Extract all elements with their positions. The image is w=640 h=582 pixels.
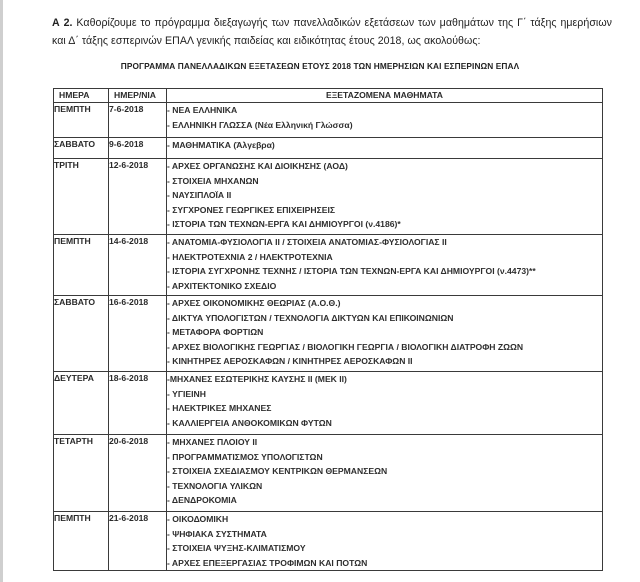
row-day: ΣΑΒΒΑΤΟ [54,138,109,159]
subject-item: - ΣΤΟΙΧΕΙΑ ΜΗΧΑΝΩΝ [167,175,259,186]
table-header-row [54,89,603,103]
row-subjects [167,372,603,435]
row-date: 18-6-2018 [109,372,167,435]
intro-text: Καθορίζουμε το πρόγραμμα διεξαγωγής των πανελλαδικών εξετάσεων των μαθημάτων της Γ΄ τάξης ημερήσιων και Δ΄ τάξης εσπερινών ΕΠΑΛ γενικής παιδείας και ειδικότητας έτους 2018, ως ακολούθως: [52,17,612,47]
subject-item: - ΥΓΙΕΙΝΗ [167,388,206,399]
row-subjects [167,435,603,512]
header-date: ΗΜΕΡ/ΝΙΑ [109,89,167,103]
subject-item: -ΜΗΧΑΝΕΣ ΕΣΩΤΕΡΙΚΗΣ ΚΑΥΣΗΣ ΙΙ (ΜΕΚ ΙΙ) [167,374,347,384]
row-subjects [167,296,603,372]
subject-item: - ΑΝΑΤΟΜΙΑ-ΦΥΣΙΟΛΟΓΙΑ ΙΙ / ΣΤΟΙΧΕΙΑ ΑΝΑΤΟΜΙΑΣ-ΦΥΣΙΟΛΟΓΙΑΣ ΙΙ [167,237,447,247]
subject-item: - ΜΕΤΑΦΟΡΑ ΦΟΡΤΙΩΝ [167,327,264,338]
page-left-edge [0,0,3,582]
subject-item: - ΚΙΝΗΤΗΡΕΣ ΑΕΡΟΣΚΑΦΩΝ / ΚΙΝΗΤΗΡΕΣ ΑΕΡΟΣΚΑΦΩΝ ΙΙ [167,356,413,367]
subject-item: - ΚΑΛΛΙΕΡΓΕΙΑ ΑΝΘΟΚΟΜΙΚΩΝ ΦΥΤΩΝ [167,417,332,428]
table-body [54,103,603,571]
row-day: ΣΑΒΒΑΤΟ [54,296,109,372]
row-date: 20-6-2018 [109,435,167,512]
subject-item: - ΟΙΚΟΔΟΜΙΚΗ [167,514,229,524]
row-date: 14-6-2018 [109,235,167,296]
exam-schedule-table [53,88,603,571]
subject-item: - ΣΤΟΙΧΕΙΑ ΨΥΞΗΣ-ΚΛΙΜΑΤΙΣΜΟΥ [167,543,306,554]
subject-item: - ΤΕΧΝΟΛΟΓΙΑ ΥΛΙΚΩΝ [167,480,263,491]
subject-item: - ΑΡΧΕΣ ΕΠΕΞΕΡΓΑΣΙΑΣ ΤΡΟΦΙΜΩΝ ΚΑΙ ΠΟΤΩΝ [167,557,368,568]
table-row [54,159,603,235]
document-title: ΠΡΟΓΡΑΜΜΑ ΠΑΝΕΛΛΑΔΙΚΩΝ ΕΞΕΤΑΣΕΩΝ ΕΤΟΥΣ 2018 ΤΩΝ ΗΜΕΡΗΣΙΩΝ ΚΑΙ ΕΣΠΕΡΙΝΩΝ ΕΠΑΛ [120,61,520,71]
subject-item: - ΗΛΕΚΤΡΟΤΕΧΝΙΑ 2 / ΗΛΕΚΤΡΟΤΕΧΝΙΑ [167,251,333,262]
row-subjects [167,512,603,571]
table-row [54,512,603,571]
subject-item: - ΔΙΚΤΥΑ ΥΠΟΛΟΓΙΣΤΩΝ / ΤΕΧΝΟΛΟΓΙΑ ΔΙΚΤΥΩΝ ΚΑΙ ΕΠΙΚΟΙΝΩΝΙΩΝ [167,312,454,323]
header-subjects: ΕΞΕΤΑΖΟΜΕΝΑ ΜΑΘΗΜΑΤΑ [167,89,603,103]
subject-item: - ΑΡΧΕΣ ΒΙΟΛΟΓΙΚΗΣ ΓΕΩΡΓΙΑΣ / ΒΙΟΛΟΓΙΚΗ ΓΕΩΡΓΙΑ / ΒΙΟΛΟΓΙΚΗ ΔΙΑΤΡΟΦΗ ΖΩΩΝ [167,341,524,352]
subject-item: - ΕΛΛΗΝΙΚΗ ΓΛΩΣΣΑ (Νέα Ελληνική Γλώσσα) [167,119,353,130]
row-day: ΠΕΜΠΤΗ [54,235,109,296]
row-subjects [167,235,603,296]
subject-item: - ΙΣΤΟΡΙΑ ΤΩΝ ΤΕΧΝΩΝ-ΕΡΓΑ ΚΑΙ ΔΗΜΙΟΥΡΓΟΙ (ν.4186)* [167,219,401,230]
subject-item: - ΜΑΘΗΜΑΤΙΚΑ (Άλγεβρα) [167,140,275,150]
table-row [54,103,603,138]
subject-item: - ΔΕΝΔΡΟΚΟΜΙΑ [167,495,237,506]
row-date: 9-6-2018 [109,138,167,159]
subject-item: - ΙΣΤΟΡΙΑ ΣΥΓΧΡΟΝΗΣ ΤΕΧΝΗΣ / ΙΣΤΟΡΙΑ ΤΩΝ ΤΕΧΝΩΝ-ΕΡΓΑ ΚΑΙ ΔΗΜΙΟΥΡΓΟΙ (ν.4473)** [167,266,536,277]
intro-paragraph [52,14,612,50]
row-day: ΠΕΜΠΤΗ [54,103,109,138]
row-day: ΠΕΜΠΤΗ [54,512,109,571]
subject-item: - ΑΡΧΕΣ ΟΙΚΟΝΟΜΙΚΗΣ ΘΕΩΡΙΑΣ (Α.Ο.Θ.) [167,298,341,308]
table-row [54,296,603,372]
row-day: ΤΕΤΑΡΤΗ [54,435,109,512]
subject-item: - ΜΗΧΑΝΕΣ ΠΛΟΙΟΥ ΙΙ [167,437,258,447]
table-row [54,138,603,159]
subject-item: - ΑΡΧΙΤΕΚΤΟΝΙΚΟ ΣΧΕΔΙΟ [167,280,277,291]
row-subjects [167,159,603,235]
header-day: ΗΜΕΡΑ [54,89,109,103]
subject-item: - ΗΛΕΚΤΡΙΚΕΣ ΜΗΧΑΝΕΣ [167,403,272,414]
section-label: Α 2. [52,17,73,29]
table-row [54,235,603,296]
subject-item: - ΑΡΧΕΣ ΟΡΓΑΝΩΣΗΣ ΚΑΙ ΔΙΟΙΚΗΣΗΣ (ΑΟΔ) [167,161,348,171]
row-date: 16-6-2018 [109,296,167,372]
subject-item: - ΣΤΟΙΧΕΙΑ ΣΧΕΔΙΑΣΜΟΥ ΚΕΝΤΡΙΚΩΝ ΘΕΡΜΑΝΣΕΩΝ [167,466,388,477]
subject-item: - ΨΗΦΙΑΚΑ ΣΥΣΤΗΜΑΤΑ [167,528,267,539]
row-subjects [167,103,603,138]
row-subjects [167,138,603,159]
row-date: 12-6-2018 [109,159,167,235]
row-day: ΔΕΥΤΕΡΑ [54,372,109,435]
row-day: ΤΡΙΤΗ [54,159,109,235]
table-row [54,435,603,512]
row-date: 7-6-2018 [109,103,167,138]
subject-item: - ΝΕΑ ΕΛΛΗΝΙΚΑ [167,105,238,115]
subject-item: - ΝΑΥΣΙΠΛΟΪΑ ΙΙ [167,190,232,201]
subject-item: - ΣΥΓΧΡΟΝΕΣ ΓΕΩΡΓΙΚΕΣ ΕΠΙΧΕΙΡΗΣΕΙΣ [167,204,336,215]
row-date: 21-6-2018 [109,512,167,571]
subject-item: - ΠΡΟΓΡΑΜΜΑΤΙΣΜΟΣ ΥΠΟΛΟΓΙΣΤΩΝ [167,451,323,462]
table-row [54,372,603,435]
